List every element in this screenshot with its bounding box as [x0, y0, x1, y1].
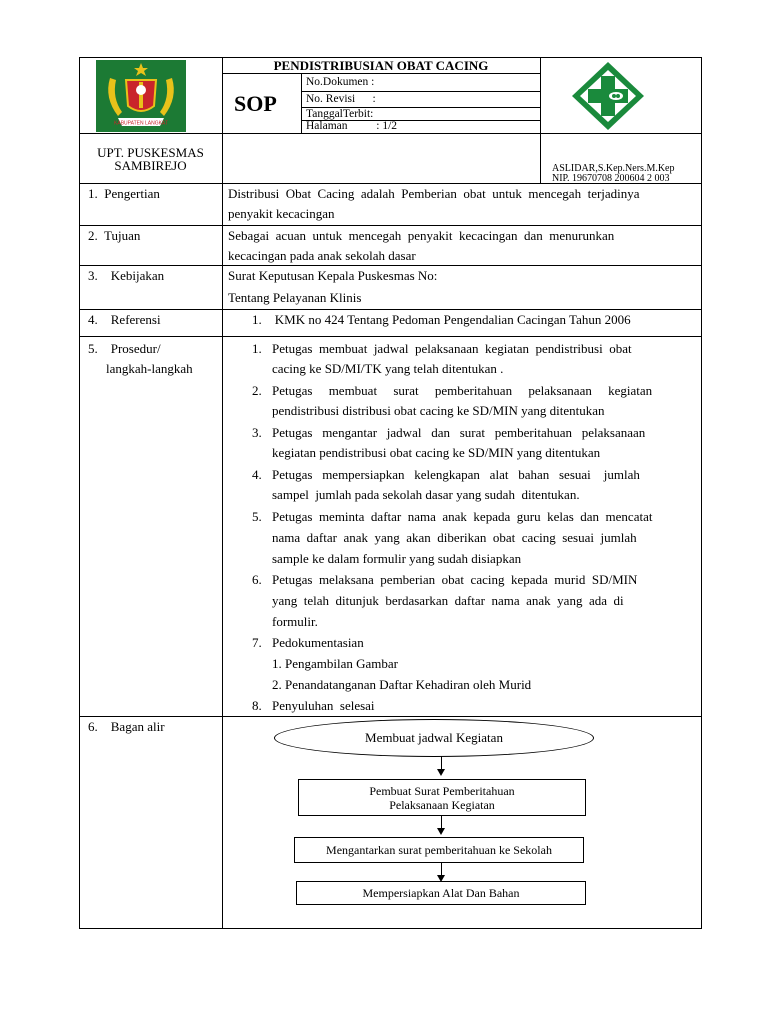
step-line: Petugas melaksana pemberian obat cacing kepada murid SD/MIN [272, 572, 638, 587]
step-line: kegiatan pendistribusi obat cacing ke SD/MIN yang ditentukan [272, 445, 601, 460]
label-prosedur-line2: langkah-langkah [106, 361, 193, 376]
step-line: sampel jumlah pada sekolah dasar yang sudah ditentukan. [272, 487, 580, 502]
label-pengertian: 1. Pengertian [88, 186, 160, 201]
step-line: Petugas mempersiapkan kelengkapan alat bahan sesuai jumlah [272, 467, 640, 482]
doc-field-revision: No. Revisi : [306, 93, 376, 105]
step-line: Penyuluhan selesai [272, 698, 375, 713]
flow-node-label: Pembuat Surat Pemberitahuan Pelaksanaan Kegiatan [369, 783, 515, 812]
pengertian-line2: penyakit kecacingan [228, 206, 335, 221]
doc-field-page: Halaman : 1/2 [306, 120, 398, 132]
flow-arrow-head [437, 769, 445, 776]
puskesmas-cross-icon [568, 60, 648, 132]
step-line: Petugas meminta daftar nama anak kepada guru kelas dan mencatat [272, 509, 653, 524]
flow-arrow [441, 815, 442, 829]
flow-arrow [441, 862, 442, 876]
sop-label: SOP [234, 91, 277, 116]
step-line: Petugas membuat surat pemberitahuan pelaksanaan kegiatan [272, 383, 653, 398]
step-line: nama daftar anak yang akan diberikan obat cacing sesuai jumlah [272, 530, 637, 545]
flow-node [296, 881, 586, 905]
step-number: 8. [252, 698, 262, 713]
step-number: 5. [252, 509, 262, 524]
signer-nip: NIP. 19670708 200604 2 003 [552, 173, 670, 184]
kebijakan-line1: Surat Keputusan Kepala Puskesmas No: [228, 268, 438, 283]
label-referensi: 4. Referensi [88, 312, 161, 327]
logo-right [568, 60, 648, 132]
substep: 1. Pengambilan Gambar [272, 656, 398, 671]
label-kebijakan: 3. Kebijakan [88, 268, 165, 283]
label-tujuan: 2. Tujuan [88, 228, 141, 243]
step-line: pendistribusi distribusi obat cacing ke SD/MIN yang ditentukan [272, 403, 605, 418]
step-number: 6. [252, 572, 262, 587]
doc-field-number: No.Dokumen : [306, 76, 375, 88]
step-line: Petugas membuat jadwal pelaksanaan kegiatan pendistribusi obat [272, 341, 632, 356]
flow-node-label: Mempersiapkan Alat Dan Bahan [362, 886, 520, 900]
step-number: 1. [252, 341, 262, 356]
org-name-line2: SAMBIREJO [114, 158, 187, 173]
step-number: 2. [252, 383, 262, 398]
label-bagan-alir: 6. Bagan alir [88, 719, 165, 734]
referensi-item: 1. KMK no 424 Tentang Pedoman Pengendalian Cacingan Tahun 2006 [252, 312, 631, 327]
kebijakan-line2: Tentang Pelayanan Klinis [228, 290, 362, 305]
signer-name: ASLIDAR,S.Kep.Ners.M.Kep [552, 163, 675, 174]
step-number: 3. [252, 425, 262, 440]
org-name-line1: UPT. PUSKESMAS [97, 145, 204, 160]
flow-node-start [274, 719, 594, 757]
substep: 2. Penandatanganan Daftar Kehadiran oleh Murid [272, 677, 532, 692]
flow-node [298, 779, 586, 816]
step-number: 4. [252, 467, 262, 482]
step-line: Pedokumentasian [272, 635, 364, 650]
step-line: yang telah ditunjuk berdasarkan daftar nama anak yang ada di [272, 593, 624, 608]
flow-node-label: Membuat jadwal Kegiatan [365, 730, 503, 745]
logo-left [96, 60, 186, 132]
flow-node-label: Mengantarkan surat pemberitahuan ke Sekolah [326, 843, 552, 857]
step-line: formulir. [272, 614, 318, 629]
document-title: PENDISTRIBUSIAN OBAT CACING [273, 58, 489, 73]
label-prosedur-line1: 5. Prosedur/ [88, 341, 161, 356]
step-line: Petugas mengantar jadwal dan surat pemberitahuan pelaksanaan [272, 425, 646, 440]
step-number: 7. [252, 635, 262, 650]
doc-field-issue-date: TanggalTerbit: [306, 108, 374, 120]
pengertian-line1: Distribusi Obat Cacing adalah Pemberian obat untuk mencegah terjadinya [228, 186, 640, 201]
flow-node [294, 837, 584, 863]
kabupaten-langkat-emblem-icon [96, 60, 186, 132]
flow-arrow [441, 756, 442, 770]
flow-arrow-head [437, 828, 445, 835]
step-line: sample ke dalam formulir yang sudah disiapkan [272, 551, 522, 566]
tujuan-line1: Sebagai acuan untuk mencegah penyakit kecacingan dan menurunkan [228, 228, 615, 243]
emblem-banner-text: KABUPATEN LANGKAT [114, 120, 168, 127]
step-line: cacing ke SD/MI/TK yang telah ditentukan . [272, 361, 504, 376]
tujuan-line2: kecacingan pada anak sekolah dasar [228, 248, 416, 263]
